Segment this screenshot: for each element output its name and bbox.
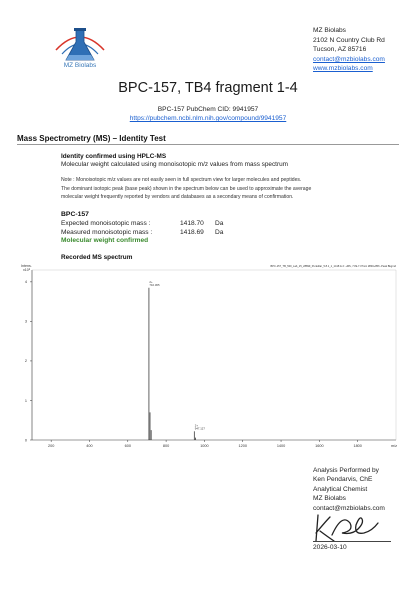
ms-spectrum-title: Recorded MS spectrum	[61, 254, 133, 261]
compound-name: BPC-157	[61, 211, 89, 218]
analyst-company: MZ Biolabs	[313, 495, 346, 503]
y-tick-label: 3	[24, 319, 27, 324]
section-divider	[17, 144, 399, 145]
confirmation-status: Molecular weight confirmed	[61, 237, 149, 244]
pubchem-subtitle: BPC-157 PubChem CID: 9941957	[157, 106, 259, 113]
website-link[interactable]: www.mzbiolabs.com	[313, 65, 373, 73]
analyst-email: contact@mzbiolabs.com	[313, 504, 385, 512]
signature-line	[313, 541, 391, 542]
analyst-block	[313, 466, 385, 513]
x-axis-unit: m/z	[390, 444, 398, 448]
address-line1: 2102 N Country Club Rd	[313, 36, 385, 44]
address-line2: Tucson, AZ 85716	[313, 46, 367, 54]
report-date: 2026-03-10	[313, 544, 347, 551]
x-tick-label: 800	[162, 444, 170, 448]
note-line: molecular weight frequently reported by vendors and databases as a secondary means of confirmation.	[61, 194, 294, 201]
measured-mass-value: 1418.69	[180, 228, 204, 236]
x-tick-label: 1600	[315, 444, 324, 448]
company-logo	[52, 20, 108, 64]
identity-heading: Identity confirmed using HPLC-MS	[61, 153, 167, 160]
measured-mass-label: Measured monoisotopic mass :	[61, 228, 153, 236]
y-tick-label: 1	[24, 398, 27, 403]
y-axis-label: Intens.	[21, 264, 32, 268]
measured-mass-unit: Da	[215, 228, 224, 236]
chart-header-text: BPC-157_TB_500_Lab_15_28899_Punkdlar_5.8.1_1_1418 & 2: +MS, 7.8k-7.37min #849+856 -Peak Bkgrnd	[270, 265, 396, 268]
expected-mass-unit: Da	[215, 220, 224, 227]
analyst-title: Analytical Chemist	[313, 485, 368, 493]
company-address	[313, 26, 385, 74]
x-tick-label: 1200	[238, 444, 247, 448]
y-axis-label: x10⁵	[23, 268, 31, 272]
ms-spectrum-chart	[14, 260, 404, 452]
x-tick-label: 1400	[276, 444, 286, 448]
y-tick-label: 4	[24, 280, 27, 285]
identity-text: Molecular weight calculated using monoisotopic m/z values from mass spectrum	[61, 161, 288, 168]
page-title: BPC-157, TB4 fragment 1-4	[118, 80, 298, 96]
x-tick-label: 200	[47, 444, 55, 448]
pubchem-link[interactable]: https://pubchem.ncbi.nlm.nih.gov/compound/9941957	[129, 115, 287, 122]
logo-text: MZ Biolabs	[63, 62, 97, 69]
peak-label: 2+	[149, 279, 153, 284]
company-name: MZ Biolabs	[313, 27, 346, 34]
analyst-name: Ken Pendarvis, ChE	[313, 476, 373, 484]
y-tick-label: 2	[24, 359, 27, 364]
peak-label: 947.127	[194, 426, 205, 431]
x-tick-label: 400	[86, 444, 93, 448]
x-tick-label: 1800	[353, 444, 362, 448]
note-line: The dominant isotopic peak (base peak) shown in the spectrum below can be used to approximate the average	[61, 185, 312, 192]
note-line: Note : Monoisotopic m/z values are not easily seen in full spectrum view for larger molecules and peptides.	[61, 177, 302, 183]
peak-label: 2+	[194, 423, 198, 428]
peak-label: 710.365	[149, 282, 160, 287]
expected-mass-label: Expected monoisotopic mass :	[61, 220, 151, 227]
x-tick-label: 600	[124, 444, 131, 448]
y-tick-label: 0	[24, 438, 27, 443]
email-link[interactable]: contact@mzbiolabs.com	[313, 55, 385, 63]
expected-mass-value: 1418.70	[180, 220, 204, 227]
analyst-signature	[312, 511, 384, 543]
section-title: Mass Spectrometry (MS) – Identity Test	[17, 134, 166, 143]
note-text	[61, 176, 361, 202]
analyst-line1: Analysis Performed by	[313, 467, 379, 474]
x-tick-label: 1000	[200, 444, 209, 448]
